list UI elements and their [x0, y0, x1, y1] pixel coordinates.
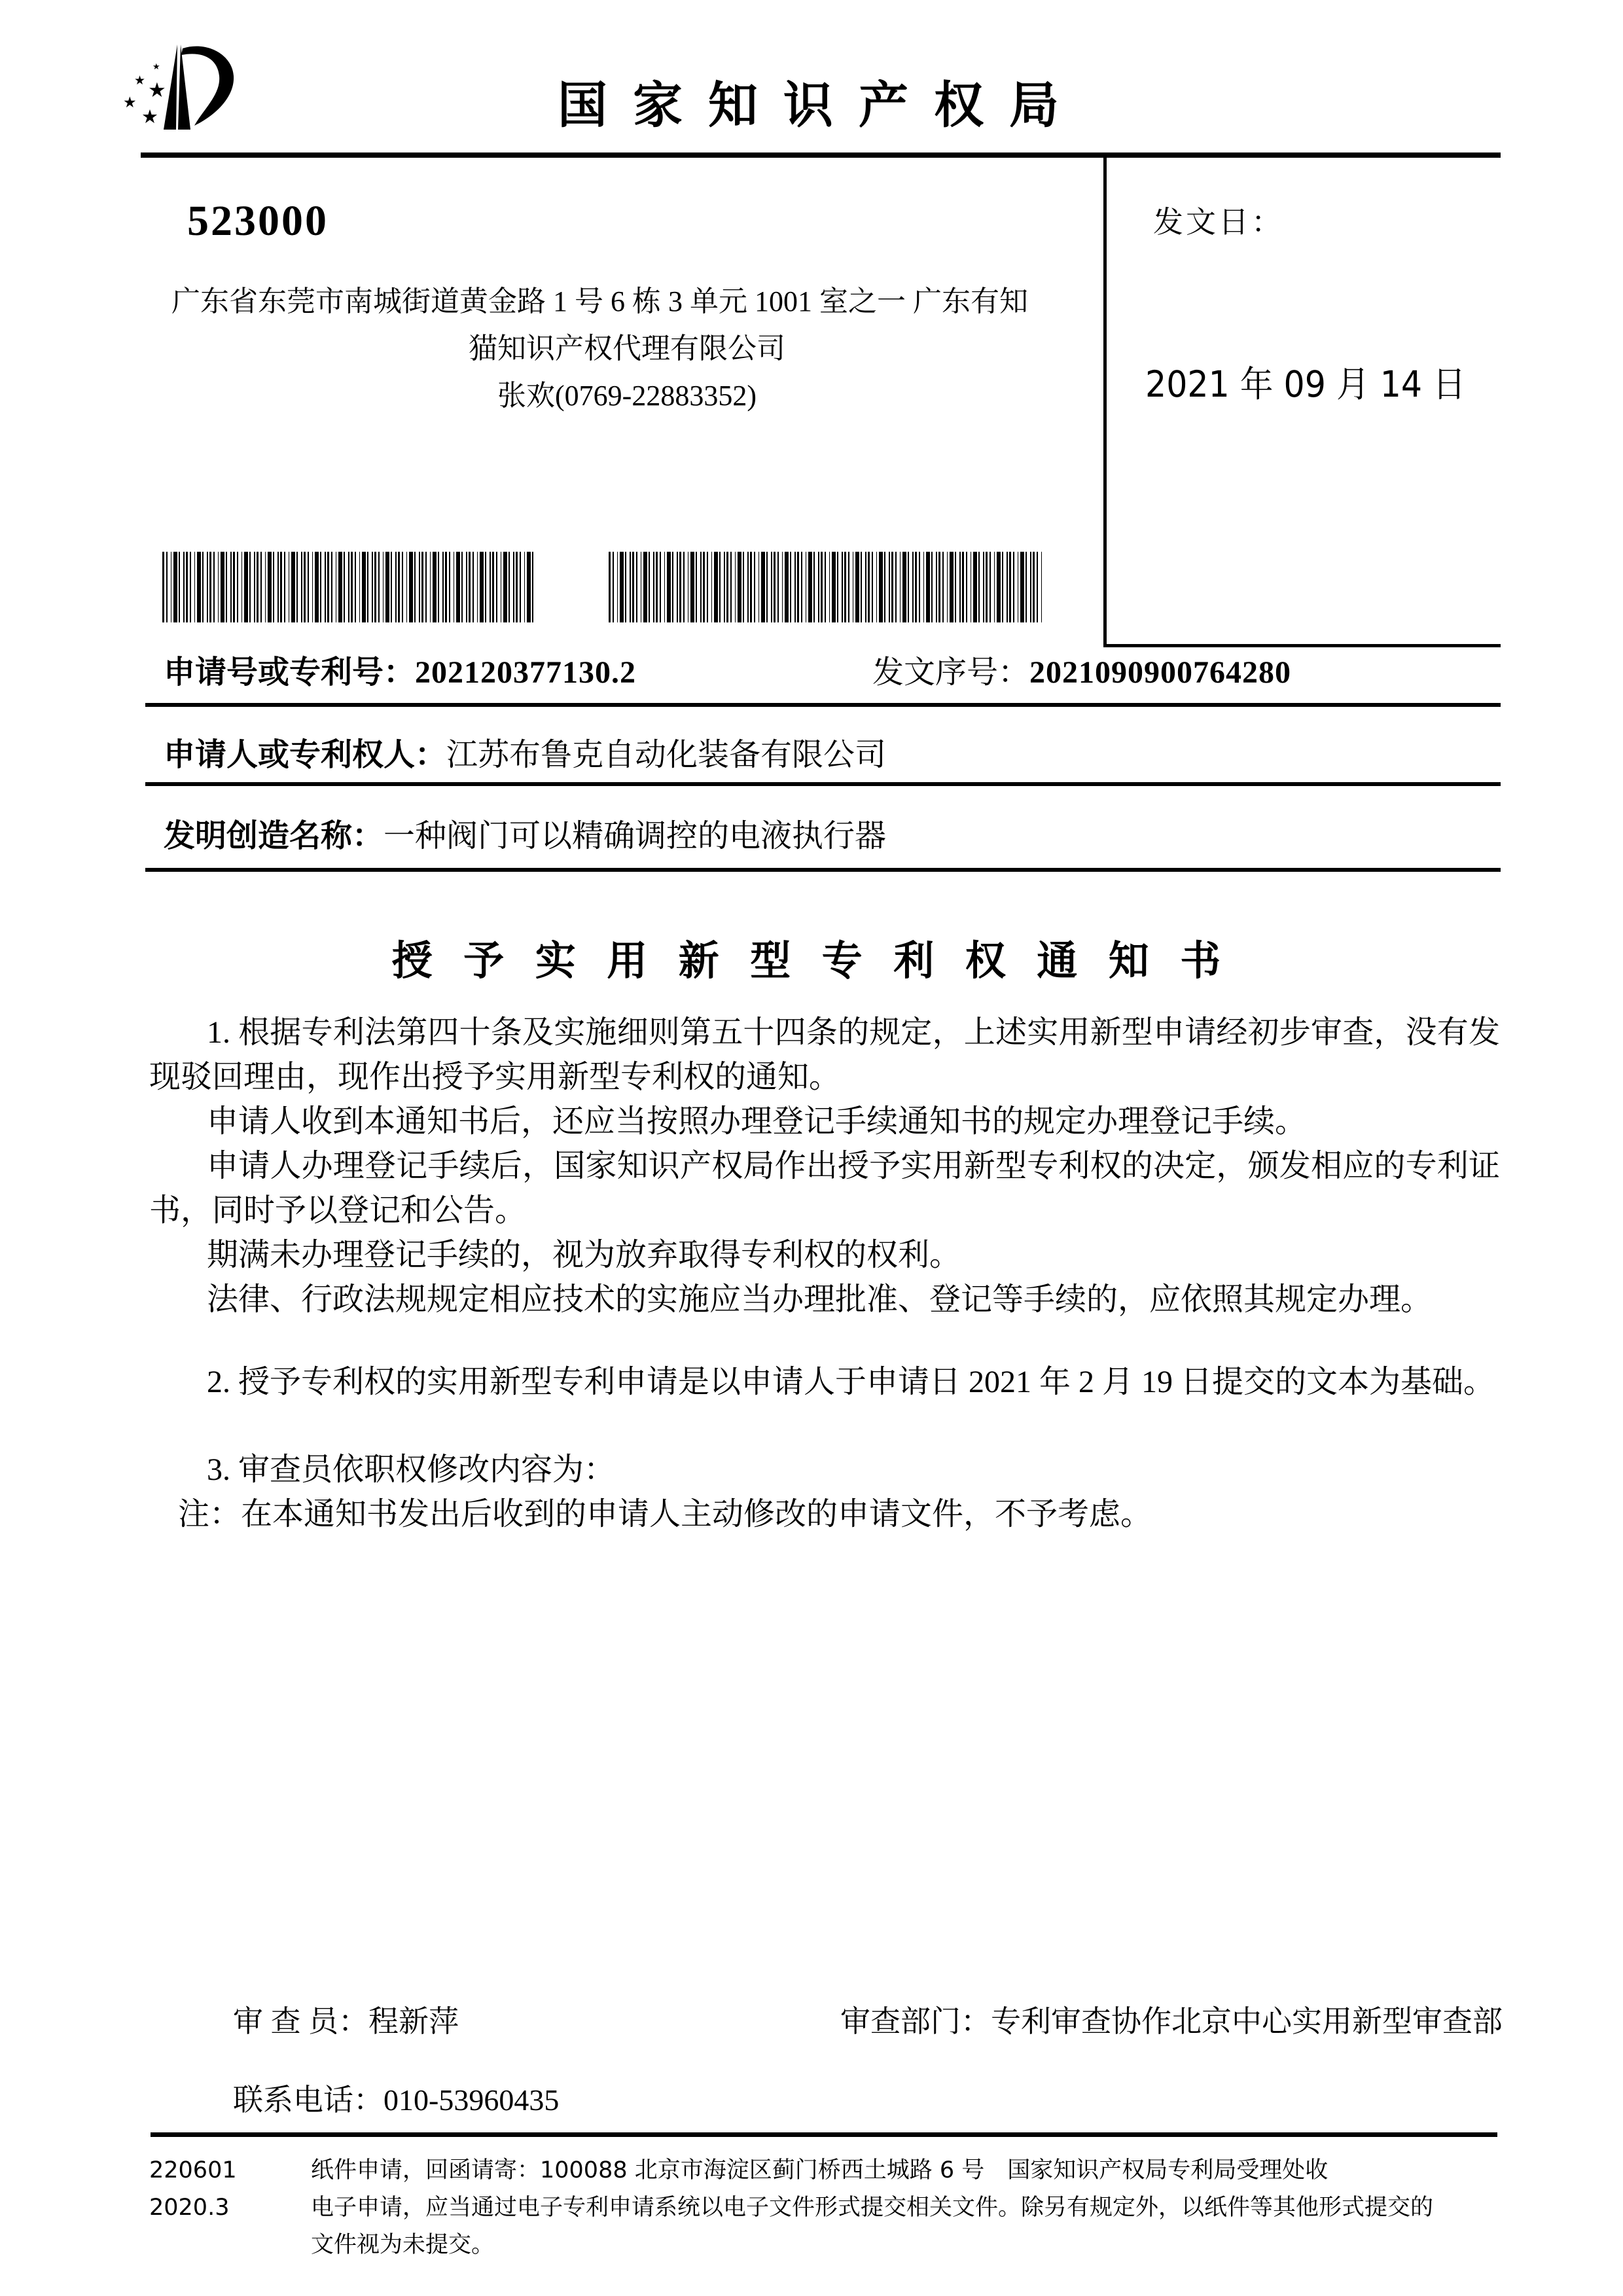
paragraph-5: 法律、行政法规规定相应技术的实施应当办理批准、登记等手续的，应依照其规定办理。 [207, 1282, 1433, 1317]
department-label: 审查部门： [840, 2005, 991, 2038]
svg-text:★: ★ [148, 79, 166, 102]
divider-3 [145, 868, 1501, 872]
applicant-value: 江苏布鲁克自动化装备有限公司 [446, 738, 887, 772]
footer-line-2: 电子申请，应当通过电子专利申请系统以电子文件形式提交相关文件。除另有规定外，以纸件等其他形式提交的 [311, 2195, 1434, 2221]
footer-divider [151, 2132, 1497, 2137]
address-line-3: 张欢(0769-22883352) [497, 380, 757, 412]
paragraph-6: 2. 授予专利权的实用新型专利申请是以申请人于申请日 2021 年 2 月 19 日提交的文本为基础。 [207, 1365, 1495, 1399]
barcode-right [609, 552, 1042, 622]
dispatch-serial-row [872, 647, 1291, 692]
barcode-left [162, 552, 534, 622]
svg-text:★: ★ [134, 73, 146, 88]
examiner-row [233, 1998, 459, 2041]
divider-2 [145, 782, 1501, 786]
application-number-label: 申请号或专利号： [164, 655, 416, 690]
dispatch-date-value: 2021 年 09 月 14 日 [1145, 363, 1466, 405]
notice-body [149, 1011, 1500, 1537]
phone-number: 010-53960435 [383, 2083, 560, 2117]
phone-label: 联系电话： [233, 2083, 383, 2117]
footer-form-codes [149, 2152, 237, 2227]
application-number-row [164, 647, 636, 692]
examiner-label: 审 查 员： [233, 2005, 368, 2038]
svg-text:★: ★ [152, 62, 160, 72]
notice-title: 授 予 实 用 新 型 专 利 权 通 知 书 [391, 939, 1232, 984]
invention-row [164, 810, 886, 855]
footer-instructions [311, 2152, 1433, 2264]
dispatch-serial-value: 2021090900764280 [1029, 655, 1292, 690]
applicant-label: 申请人或专利权人： [164, 738, 447, 772]
examiner-name: 程新萍 [368, 2005, 459, 2038]
mailing-address-block [171, 278, 1082, 420]
phone-row [233, 2076, 559, 2119]
dispatch-serial-label: 发文序号： [872, 655, 1030, 690]
paragraph-2: 申请人收到本通知书后，还应当按照办理登记手续通知书的规定办理登记手续。 [207, 1104, 1307, 1139]
svg-text:★: ★ [141, 105, 158, 128]
agency-title: 国 家 知 识 产 权 局 [558, 79, 1065, 134]
paragraph-1: 1. 根据专利法第四十条及实施细则第五十四条的规定，上述实用新型申请经初步审查，没有发现驳回理由，现作出授予实用新型专利权的通知。 [149, 1015, 1500, 1094]
invention-label: 发明创造名称： [164, 819, 384, 853]
form-version: 2020.3 [149, 2195, 230, 2221]
header-divider [141, 152, 1501, 158]
application-number-value: 202120377130.2 [415, 655, 637, 690]
postal-code: 523000 [187, 197, 329, 245]
dispatch-date-label: 发文日： [1153, 206, 1284, 239]
applicant-row [164, 729, 886, 774]
paragraph-7: 3. 审查员依职权修改内容为： [207, 1452, 616, 1487]
department-row [840, 1998, 1503, 2041]
divider-1 [145, 703, 1501, 707]
footer-line-1: 纸件申请，回函请寄：100088 北京市海淀区蓟门桥西土城路 6 号 国家知识产权局专利局受理处收 [311, 2157, 1329, 2183]
footer-line-3: 文件视为未提交。 [311, 2232, 495, 2258]
form-code: 220601 [149, 2157, 237, 2183]
address-line-2: 猫知识产权代理有限公司 [469, 332, 785, 365]
paragraph-8: 注：在本通知书发出后收到的申请人主动修改的申请文件，不予考虑。 [178, 1497, 1152, 1532]
paragraph-4: 期满未办理登记手续的，视为放弃取得专利权的权利。 [207, 1238, 961, 1272]
svg-text:★: ★ [123, 94, 137, 111]
address-line-1: 广东省东莞市南城街道黄金路 1 号 6 栋 3 单元 1001 室之一 广东有知 [171, 285, 1028, 317]
department-name: 专利审查协作北京中心实用新型审查部 [991, 2005, 1503, 2038]
paragraph-3: 申请人办理登记手续后，国家知识产权局作出授予实用新型专利权的决定，颁发相应的专利证书，同时予以登记和公告。 [149, 1149, 1500, 1228]
date-box-vertical-line [1103, 152, 1107, 647]
invention-value: 一种阀门可以精确调控的电液执行器 [383, 819, 887, 853]
